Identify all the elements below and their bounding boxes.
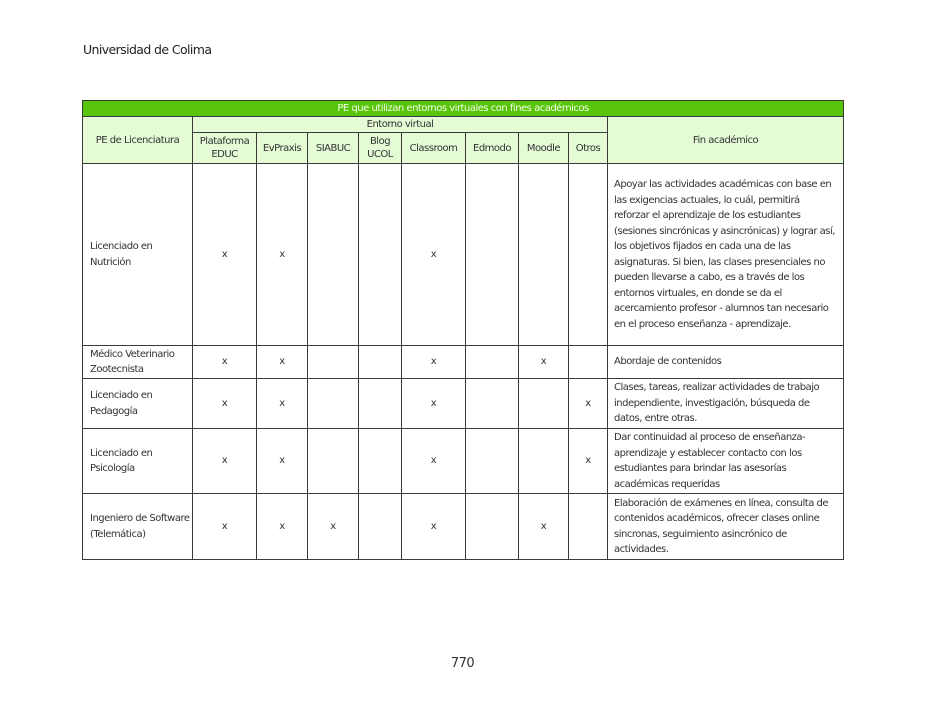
usage-mark: [359, 164, 402, 346]
program-name: Licenciado en Nutrición: [83, 164, 193, 346]
usage-mark: x: [569, 379, 608, 429]
usage-mark: x: [402, 429, 466, 494]
purpose-header: Fin académico: [608, 117, 844, 164]
usage-mark: [359, 379, 402, 429]
usage-mark: [519, 429, 569, 494]
table-row: [83, 379, 844, 429]
usage-mark: [308, 379, 359, 429]
column-header-line: SIABUC: [315, 142, 351, 154]
table-row: [83, 164, 844, 346]
usage-mark: [519, 379, 569, 429]
environment-column-header: [402, 133, 466, 164]
usage-mark: x: [193, 379, 257, 429]
usage-mark: x: [519, 494, 569, 560]
program-name: Médico Veterinario Zootecnista: [83, 346, 193, 379]
usage-mark: [569, 494, 608, 560]
usage-mark: [359, 494, 402, 560]
usage-mark: [466, 429, 519, 494]
usage-mark: x: [257, 494, 308, 560]
table-title: PE que utilizan entornos virtuales con fines académicos: [83, 101, 844, 117]
column-header-line: Classroom: [409, 142, 458, 154]
usage-mark: [466, 164, 519, 346]
usage-mark: x: [193, 164, 257, 346]
column-header-line: EvPraxis: [262, 142, 302, 154]
usage-mark: x: [257, 429, 308, 494]
table-row: [83, 346, 844, 379]
usage-mark: x: [569, 429, 608, 494]
environment-column-header: [466, 133, 519, 164]
academic-purpose: Apoyar las actividades académicas con base en las exigencias actuales, lo cuál, permitirá reforzar el aprendizaje de los estudiantes (sesiones sincrónicas y asincrónicas) y lograr así, los objetivos fijados en cada una de las asignaturas. Si bien, las clases presenciales no pueden llevarse a cabo, es a través de los entornos virtuales, en donde se da el acercamiento profesor - alumnos tan necesario en el proceso enseñanza - aprendizaje.: [608, 164, 844, 346]
header-row-top: [83, 117, 844, 133]
column-header-line: EDUC: [211, 149, 238, 160]
academic-purpose: Dar continuidad al proceso de enseñanza-aprendizaje y establecer contacto con los estudiantes para brindar las asesorías académicas requeridas: [608, 429, 844, 494]
environment-column-header: [569, 133, 608, 164]
usage-mark: x: [402, 494, 466, 560]
column-header-line: Blog: [369, 136, 391, 147]
environment-column-header: [193, 133, 257, 164]
column-header-line: UCOL: [367, 149, 393, 160]
academic-purpose: Elaboración de exámenes en línea, consulta de contenidos académicos, ofrecer clases online sincronas, seguimiento asincrónico de actividades.: [608, 494, 844, 560]
usage-mark: x: [257, 379, 308, 429]
page-number: 770: [450, 656, 475, 671]
usage-mark: [359, 429, 402, 494]
program-header: PE de Licenciatura: [83, 117, 193, 164]
environment-column-header: [359, 133, 402, 164]
program-name: Licenciado en Pedagogía: [83, 379, 193, 429]
environment-column-header: [257, 133, 308, 164]
usage-mark: [569, 164, 608, 346]
table-title-row: [83, 101, 844, 117]
usage-mark: [519, 164, 569, 346]
environment-group-header: Entorno virtual: [193, 117, 608, 133]
program-name: Ingeniero de Software (Telemática): [83, 494, 193, 560]
usage-mark: [466, 494, 519, 560]
column-header-line: Moodle: [526, 142, 561, 154]
usage-mark: x: [402, 164, 466, 346]
usage-mark: [308, 346, 359, 379]
usage-mark: [466, 379, 519, 429]
usage-mark: x: [193, 494, 257, 560]
environment-column-header: [308, 133, 359, 164]
program-name: Licenciado en Psicología: [83, 429, 193, 494]
table-row: [83, 429, 844, 494]
usage-mark: x: [257, 346, 308, 379]
environment-column-header: [519, 133, 569, 164]
running-head: Universidad de Colima: [83, 42, 212, 57]
academic-purpose: Clases, tareas, realizar actividades de trabajo independiente, investigación, búsqueda de datos, entre otras.: [608, 379, 844, 429]
column-header-line: Edmodo: [473, 142, 511, 154]
usage-mark: x: [257, 164, 308, 346]
usage-mark: x: [402, 379, 466, 429]
usage-mark: [308, 164, 359, 346]
usage-mark: [359, 346, 402, 379]
column-header-line: Plataforma: [199, 136, 250, 147]
column-header-line: Otros: [575, 142, 601, 154]
usage-mark: x: [193, 429, 257, 494]
table-body: [83, 164, 844, 560]
usage-mark: [466, 346, 519, 379]
usage-mark: x: [402, 346, 466, 379]
usage-mark: [569, 346, 608, 379]
usage-mark: x: [193, 346, 257, 379]
virtual-environments-table: [82, 100, 844, 560]
usage-mark: x: [519, 346, 569, 379]
table-row: [83, 494, 844, 560]
usage-mark: [308, 429, 359, 494]
academic-purpose: Abordaje de contenidos: [608, 346, 844, 379]
usage-mark: x: [308, 494, 359, 560]
